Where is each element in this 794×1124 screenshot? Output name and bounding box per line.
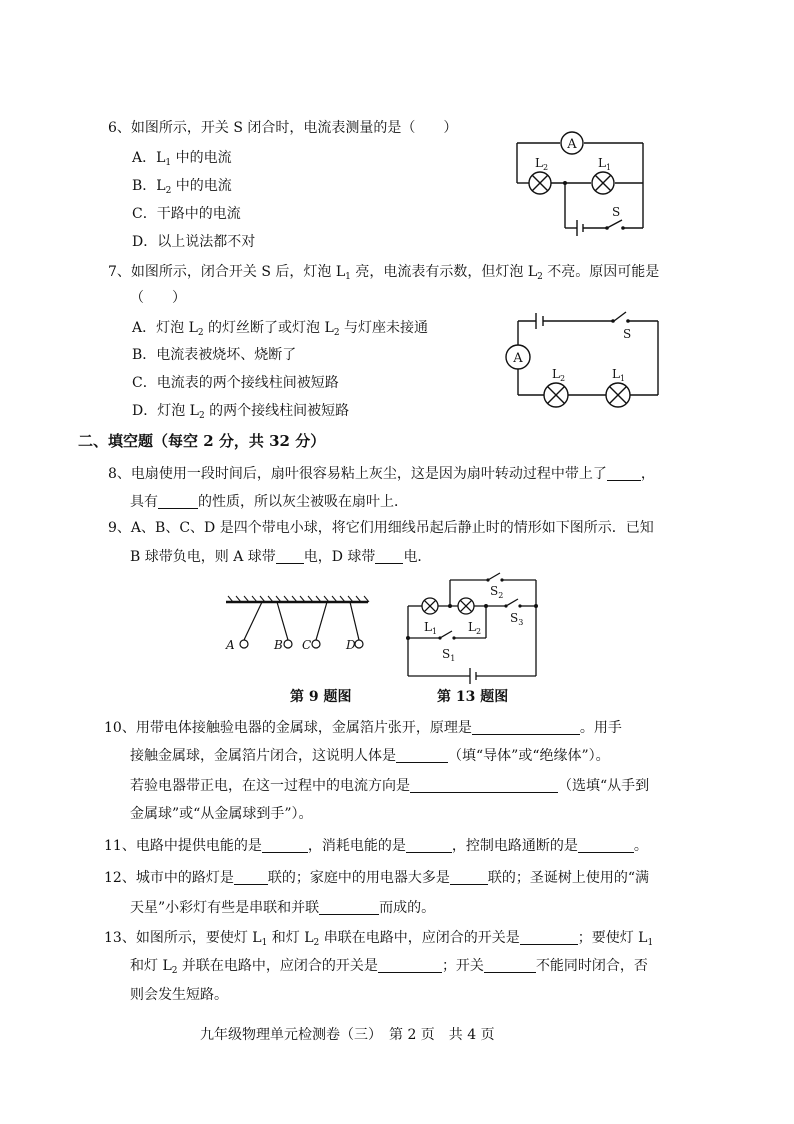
q6-label-s: S <box>612 205 621 219</box>
q7-option-b: B．电流表被烧坏、烧断了 <box>132 347 297 363</box>
ball-c-label: C <box>302 638 312 652</box>
q13-label-l1: $L_1$ <box>424 620 438 636</box>
q7-lamp-l2 <box>544 383 568 407</box>
q8-blank-2[interactable] <box>158 494 198 509</box>
q7-ammeter <box>506 345 530 369</box>
ball-a <box>240 640 248 648</box>
q12-blank-2[interactable] <box>450 870 488 885</box>
q10-blank-2[interactable] <box>396 748 448 763</box>
q6-circuit-diagram <box>505 125 655 240</box>
ball-b <box>284 640 292 648</box>
q13-blank-1[interactable] <box>520 930 578 945</box>
q13-blank-2[interactable] <box>378 958 442 973</box>
q11-blank-1[interactable] <box>262 838 308 853</box>
q7-paren: （ ） <box>130 290 186 306</box>
q13-label-s2: $S_2$ <box>490 584 504 600</box>
q6-stem-text: 如图所示，开关 S 闭合时，电流表测量的是（ ） <box>130 120 458 136</box>
q6-option-d: D．以上说法都不对 <box>132 234 256 250</box>
svg-text:A: A <box>567 137 577 152</box>
q11-blank-3[interactable] <box>578 838 634 853</box>
q7-label-l1: $L_1$ <box>612 367 626 383</box>
q10-blank-3[interactable] <box>410 778 558 793</box>
ball-d <box>355 640 363 648</box>
ball-c <box>312 640 320 648</box>
q7-circuit-diagram <box>500 305 665 415</box>
q6-lamp-l2 <box>529 172 551 194</box>
q13-label-s1: $S_1$ <box>442 647 456 663</box>
q7-option-c: C．电流表的两个接线柱间被短路 <box>132 375 339 391</box>
q8-blank-1[interactable] <box>607 466 641 481</box>
q10-line3: 若验电器带正电，在这一过程中的电流方向是 （选填“从手到 <box>130 778 650 794</box>
svg-text:A: A <box>513 351 523 366</box>
q9-figure-caption: 第 9 题图 <box>290 689 352 705</box>
q6-option-c: C．干路中的电流 <box>132 206 241 222</box>
q10-line2: 接触金属球，金属箔片闭合，这说明人体是 （填“导体”或“绝缘体”）。 <box>130 748 610 764</box>
q7-option-a: A．灯泡 $L_2$ 的灯丝断了或灯泡 $L_2$ 与灯座未接通 <box>132 320 428 338</box>
q9-line2: B 球带负电，则 A 球带 电，D 球带 电． <box>130 549 432 565</box>
page-footer: 九年级物理单元检测卷（三） 第 2 页 共 4 页 <box>200 1027 495 1043</box>
q12-blank-1[interactable] <box>234 870 268 885</box>
q7-label-l2: $L_2$ <box>552 367 566 383</box>
q6-label-l1: $L_1$ <box>598 156 612 172</box>
q12-line1: 12、城市中的路灯是 联的；家庭中的用电器大多是 联的；圣诞树上使用的“满 <box>104 870 649 886</box>
q12-line2: 天星”小彩灯有些是串联和并联 而成的。 <box>130 900 436 916</box>
q9-blank-1[interactable] <box>276 549 304 564</box>
q13-figure-caption: 第 13 题图 <box>437 689 509 705</box>
q6-option-b: B．$L_2$ 中的电流 <box>132 178 232 196</box>
ball-d-label: D <box>346 638 356 652</box>
q6-option-a: A．$L_1$ 中的电流 <box>132 150 232 168</box>
q13-line2: 和灯 $L_2$ 并联在电路中，应闭合的开关是 ；开关 不能同时闭合，否 <box>130 958 648 976</box>
q6-ammeter <box>561 132 583 154</box>
q10-blank-1[interactable] <box>472 720 580 735</box>
q13-blank-3[interactable] <box>484 958 536 973</box>
q12-blank-3[interactable] <box>319 900 379 915</box>
q7-lamp-l1 <box>606 383 630 407</box>
ball-b-label: B <box>274 638 283 652</box>
q10-line1: 10、用带电体接触验电器的金属球，金属箔片张开，原理是 。用手 <box>104 720 622 736</box>
q9-line1: 9、A、B、C、D 是四个带电小球，将它们用细线吊起后静止时的情形如下图所示．已知 <box>108 520 654 536</box>
q7-option-d: D．灯泡 $L_2$ 的两个接线柱间被短路 <box>132 403 350 421</box>
q8-line1: 8、电扇使用一段时间后，扇叶很容易粘上灰尘，这是因为扇叶转动过程中带上了 ， <box>108 466 655 482</box>
q9-blank-2[interactable] <box>375 549 403 564</box>
q13-lamp-l2 <box>458 598 474 614</box>
q11-line: 11、电路中提供电能的是 ，消耗电能的是 ，控制电路通断的是 。 <box>104 838 648 854</box>
q10-line4: 金属球”或“从金属球到手”）。 <box>130 806 313 822</box>
q7-label-s: S <box>623 327 632 341</box>
q6-lamp-l1 <box>592 172 614 194</box>
q13-circuit-diagram <box>400 570 548 682</box>
q13-lamp-l1 <box>422 598 438 614</box>
q9-hanging-balls-diagram <box>222 590 382 660</box>
q6-stem <box>108 118 457 138</box>
q7-stem: 7、如图所示，闭合开关 S 后，灯泡 $L_1$ 亮，电流表有示数，但灯泡 $L_2$ 不亮。原因可能是 <box>108 264 660 282</box>
q11-blank-2[interactable] <box>406 838 452 853</box>
q13-label-s3: $S_3$ <box>510 611 524 627</box>
ball-a-label: A <box>226 638 235 652</box>
section-title: 二、填空题（每空 2 分，共 32 分） <box>78 432 326 450</box>
q13-label-l2: $L_2$ <box>468 620 482 636</box>
q8-line2: 具有 的性质，所以灰尘被吸在扇叶上． <box>130 494 408 510</box>
q6-number: 6、 <box>108 120 131 136</box>
q13-line3: 则会发生短路。 <box>130 987 228 1003</box>
q6-label-l2: $L_2$ <box>535 156 549 172</box>
q13-line1: 13、如图所示，要使灯 $L_1$ 和灯 $L_2$ 串联在电路中，应闭合的开关是 ；要使灯 $L_1$ <box>104 930 654 948</box>
